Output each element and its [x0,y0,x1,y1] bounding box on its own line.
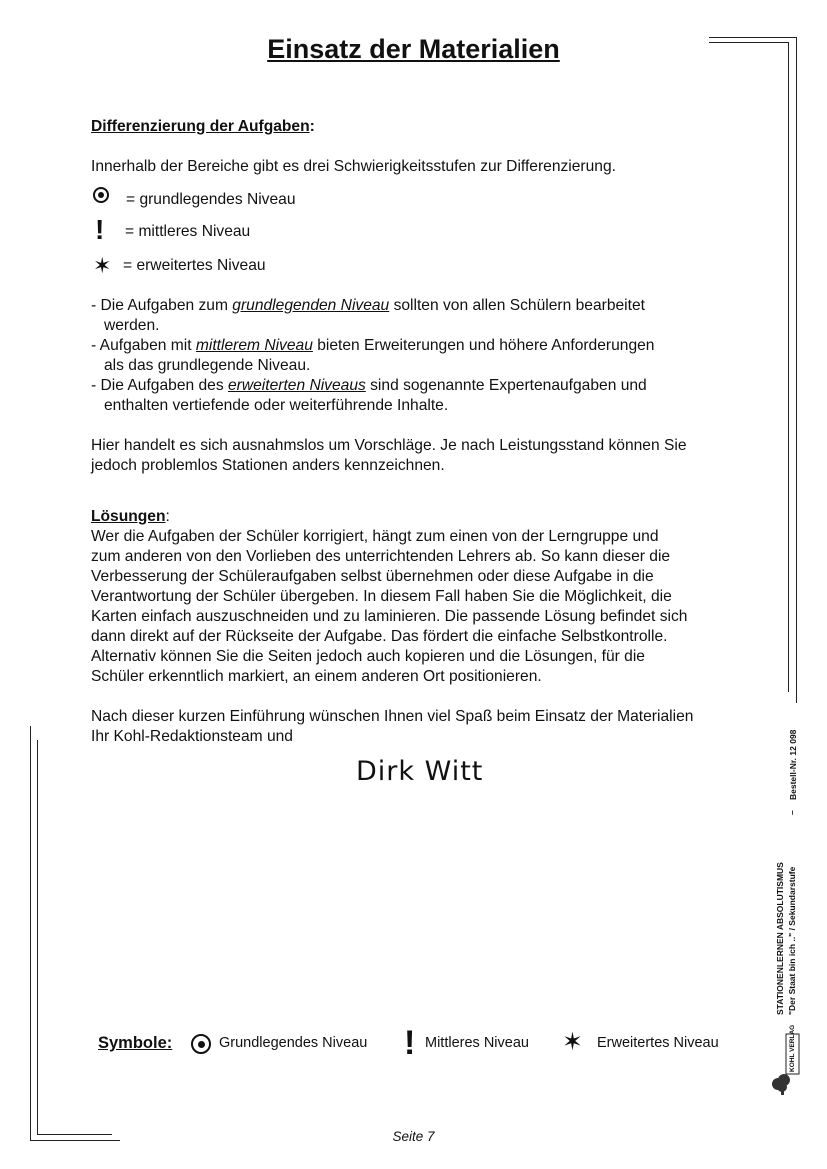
bullet-continuation: enthalten vertiefende oder weiterführende Inhalte. [104,397,449,414]
legend-item-advanced: Erweitertes Niveau [597,1035,719,1051]
page-title: Einsatz der Materialien [267,34,560,64]
closing-line: Nach dieser kurzen Einführung wünschen Ihnen viel Spaß beim Einsatz der Materialien [91,708,694,725]
note-line: Hier handelt es sich ausnahmslos um Vorschläge. Je nach Leistungsstand können Sie [91,437,687,454]
bullet-emphasis: mittlerem Niveau [195,337,313,354]
paragraph-line: dann direkt auf der Rückseite der Aufgabe. Das fördert die einfache Selbstkontrolle. [91,628,668,645]
legend-label: Symbole: [98,1034,173,1052]
frame-bottom-left-v1 [30,726,31,1140]
bullet-post: bieten Erweiterungen und höhere Anforderungen [312,337,655,354]
bullet-emphasis: grundlegenden Niveau [232,297,390,314]
bullet-continuation: als das grundlegende Niveau. [104,357,311,374]
bullet-pre: - Die Aufgaben des [91,377,228,394]
intro-paragraph: Innerhalb der Bereiche gibt es drei Schwierigkeitsstufen zur Differenzierung. [91,158,616,175]
bullet-item [91,296,645,316]
bullet-item [91,376,647,396]
bullet-pre: - Aufgaben mit [91,337,196,354]
paragraph-line: Verbesserung der Schüleraufgaben selbst übernehmen oder diese Aufgabe in die [91,568,654,585]
page-number: Seite 7 [392,1129,435,1144]
star-icon: ✶ [562,1028,583,1056]
note-line: jedoch problemlos Stationen anders kennzeichnen. [91,457,445,474]
sidebar-series: STATIONENLERNEN ABSOLUTISMUS [775,862,785,1015]
sidebar-dash: – [787,810,797,815]
frame-top-right-v2 [788,42,789,692]
exclamation-icon: ! [404,1024,416,1062]
section-heading-text: Lösungen [91,508,166,525]
frame-top-right-v1 [796,37,797,703]
paragraph-line: Verantwortung der Schüler übergeben. In diesem Fall haben Sie die Möglichkeit, die [91,588,672,605]
level-advanced-text: = erweitertes Niveau [123,257,266,274]
publisher-logo-text: KOHL VERLAG [789,1024,796,1072]
paragraph-line: Wer die Aufgaben der Schüler korrigiert, hängt zum einen von der Lerngruppe und [91,528,659,545]
sidebar-order-number: Bestell-Nr. 12 098 [788,729,798,800]
level-medium-text: = mittleres Niveau [125,223,251,240]
section-heading-text: Differenzierung der Aufgaben [91,118,310,135]
bullet-post: sind sogenannte Expertenaufgaben und [365,377,647,394]
paragraph-line: Schüler erkenntlich markiert, an einem anderen Ort positionieren. [91,668,542,685]
level-basic-text: = grundlegendes Niveau [126,191,296,208]
bullet-pre: - Die Aufgaben zum [91,297,233,314]
signature: Dirk Witt [356,756,484,787]
legend-item-basic: Grundlegendes Niveau [219,1035,368,1051]
bullet-post: sollten von allen Schülern bearbeitet [389,297,645,314]
bullet-continuation: werden. [104,317,160,334]
circle-dot-icon [93,187,109,203]
bullet-item [91,336,654,356]
star-icon: ✶ [93,253,112,278]
bullet-emphasis: erweiterten Niveaus [227,377,366,394]
section-heading-colon: : [165,508,170,525]
closing-line: Ihr Kohl-Redaktionsteam und [91,728,293,745]
legend-item-medium: Mittleres Niveau [425,1035,529,1051]
section-heading-differenzierung [91,117,315,137]
paragraph-line: zum anderen von den Vorlieben des unterrichtenden Lehrers ab. So kann dieser die [91,548,671,565]
paragraph-line: Alternativ können Sie die Seiten jedoch auch kopieren und die Lösungen, für die [91,648,645,665]
publisher-logo [768,1024,802,1096]
paragraph-line: Karten einfach auszuschneiden und zu laminieren. Die passende Lösung befindet sich [91,608,688,625]
exclamation-icon: ! [95,214,105,245]
section-heading-colon: : [309,118,315,135]
frame-bottom-left-v2 [37,740,38,1135]
circle-dot-icon [191,1034,211,1054]
section-heading-loesungen [91,507,170,527]
sidebar-subtitle: "Der Staat bin ich .." / Sekundarstufe [787,866,797,1015]
